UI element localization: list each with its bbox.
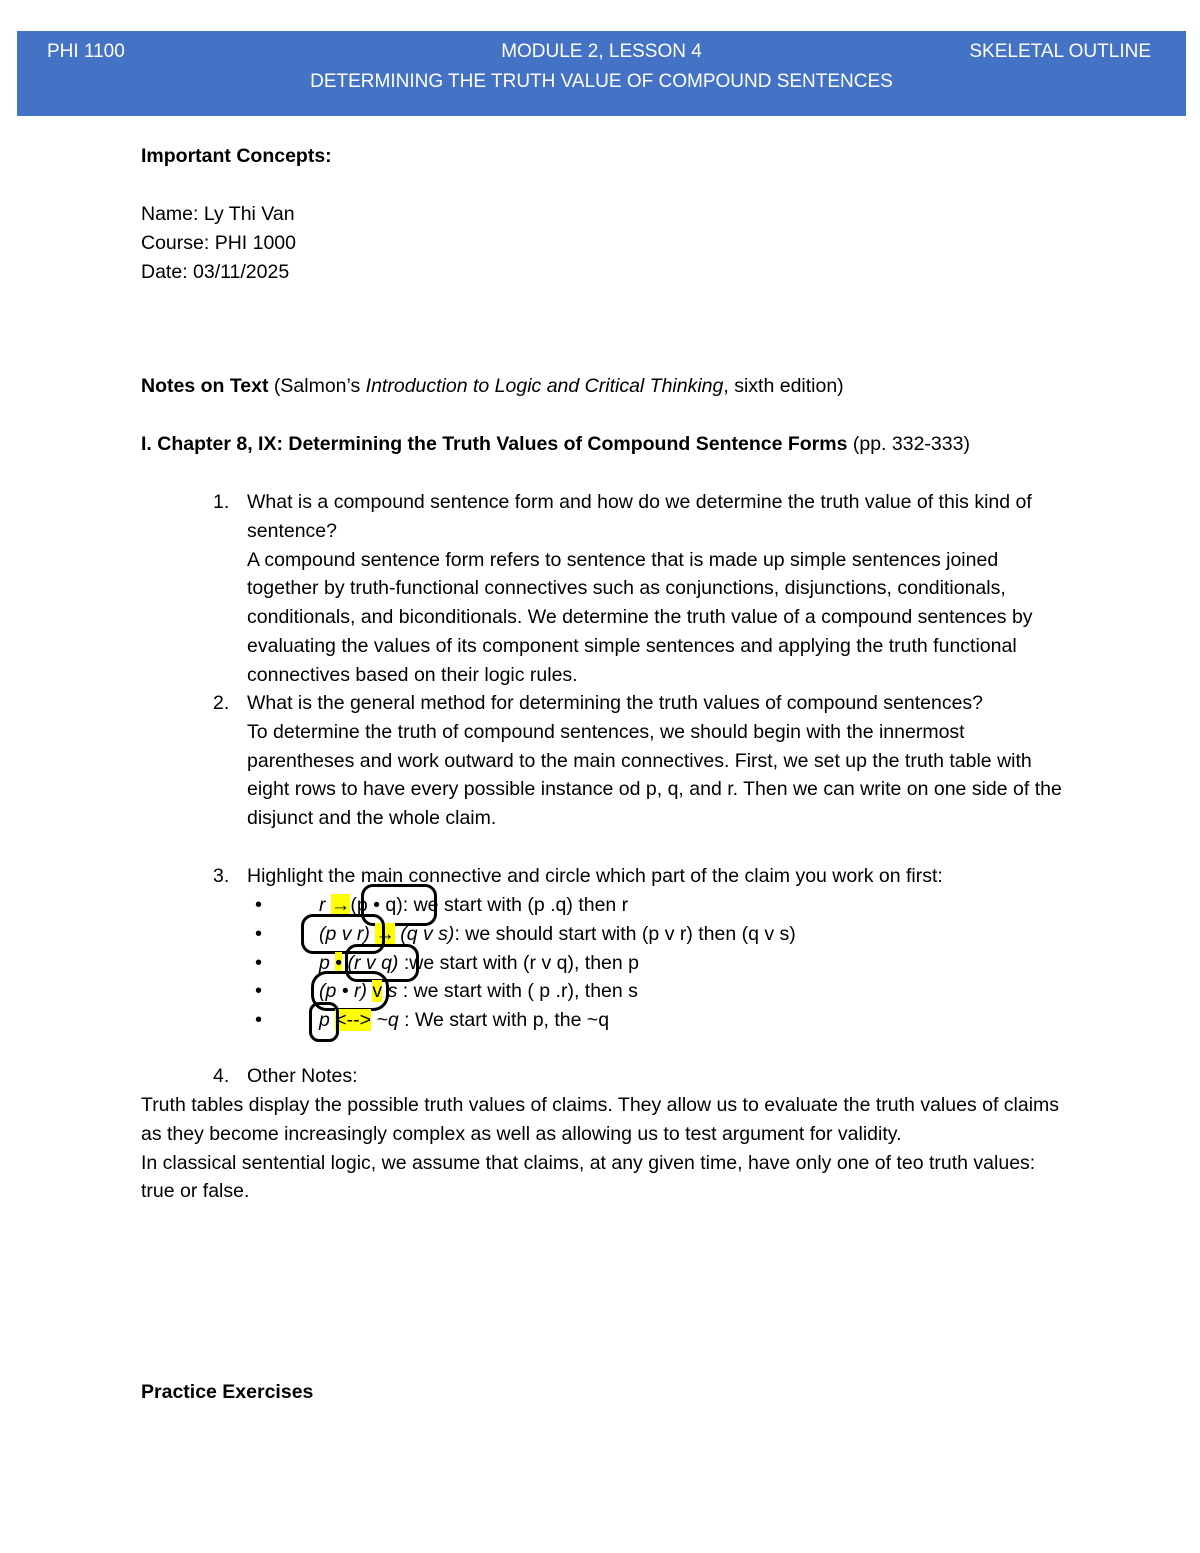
formula-pre: p xyxy=(319,952,336,974)
header-subtitle: DETERMINING THE TRUTH VALUE OF COMPOUND SENTENCES xyxy=(310,71,893,92)
chapter-title: I. Chapter 8, IX: Determining the Truth Values of Compound Sentence Forms xyxy=(141,433,848,455)
notes-heading: Notes on Text xyxy=(141,375,269,397)
header-banner xyxy=(17,31,1186,116)
main-connective: <--> xyxy=(335,1009,372,1031)
bullet-dot: • xyxy=(255,952,263,974)
question-number: 1. xyxy=(213,491,230,513)
main-connective: → xyxy=(330,894,351,916)
practice-heading: Practice Exercises xyxy=(141,1381,314,1403)
formula-post: (q v s) xyxy=(394,923,455,945)
other-notes-item xyxy=(213,1062,1067,1091)
other-notes-paragraph: Truth tables display the possible truth values of claims. They allow us to evaluate the truth values of claims as they become increasingly complex as well as allowing us to test argument for validity. xyxy=(141,1094,1060,1145)
question-number: 4. xyxy=(213,1065,230,1087)
formula-pre: (p v r) xyxy=(319,923,376,945)
student-name: Name: Ly Thi Van xyxy=(141,203,295,225)
question-text: What is a compound sentence form and how do we determine the truth value of this kind of sentence? xyxy=(247,491,1032,542)
bullet-dot: • xyxy=(255,923,263,945)
question-text: Highlight the main connective and circle which part of the claim you work on first: xyxy=(247,865,943,887)
notes-source-open: (Salmon’s xyxy=(268,375,366,397)
bullet-item xyxy=(255,1006,610,1034)
bullet-note: : we start with (p .q) then r xyxy=(402,894,629,916)
chapter-line xyxy=(141,430,970,459)
question-item xyxy=(213,488,1067,690)
main-connective: → xyxy=(375,923,395,945)
course-code: PHI 1100 xyxy=(47,41,125,62)
formula-pre: p xyxy=(319,1009,336,1031)
question-number: 2. xyxy=(213,692,230,714)
bullet-dot: • xyxy=(255,980,263,1002)
student-course: Course: PHI 1000 xyxy=(141,232,297,254)
answer-text: To determine the truth of compound sentences, we should begin with the innermost parentheses and work outward to the main connectives. First, we set up the truth table with eight rows to have every possible instance od p, q, and r. Then we can write on one side of the disjunct and the whole claim. xyxy=(247,720,1062,830)
formula-post: ~q xyxy=(371,1009,399,1031)
bullet-note: :we start with (r v q), then p xyxy=(403,952,640,974)
other-notes-paragraph: In classical sentential logic, we assume that claims, at any given time, have only one of teo truth values: true or false. xyxy=(141,1151,1036,1203)
book-title: Introduction to Logic and Critical Thinking xyxy=(365,375,724,397)
other-notes-body xyxy=(141,1091,1061,1206)
formula-pre: (p • r) xyxy=(319,980,373,1002)
hand-drawn-circle xyxy=(309,1002,339,1042)
bullet-dot: • xyxy=(255,894,263,916)
other-notes-heading: Other Notes: xyxy=(247,1065,358,1087)
concepts-heading: Important Concepts: xyxy=(141,145,332,167)
main-connective: • xyxy=(335,952,343,974)
formula-post: (p • q) xyxy=(350,894,403,916)
formula-pre: r xyxy=(319,894,331,916)
question-item xyxy=(213,689,1067,833)
outline-type: SKELETAL OUTLINE xyxy=(969,41,1151,62)
student-date: Date: 03/11/2025 xyxy=(141,261,290,283)
module-label: MODULE 2, LESSON 4 xyxy=(501,41,702,62)
formula-post: s xyxy=(382,980,398,1002)
bullet-item xyxy=(255,977,638,1005)
question-number: 3. xyxy=(213,865,230,887)
bullet-note: : we start with ( p .r), then s xyxy=(397,980,638,1002)
chapter-pages: (pp. 332-333) xyxy=(847,433,970,455)
bullet-note: : we should start with (p v r) then (q v s) xyxy=(454,923,796,945)
answer-text: A compound sentence form refers to sentence that is made up simple sentences joined together by truth-functional connectives such as conjunctions, disjunctions, conditionals, conditionals, and biconditionals. We determine the truth value of a compound sentences by evaluating the values of its component simple sentences and applying the truth functional connectives based on their logic rules. xyxy=(247,548,1033,686)
question-text: What is the general method for determining the truth values of compound sentences? xyxy=(247,692,984,714)
notes-source-close: , sixth edition) xyxy=(723,375,844,397)
formula-post: (r v q) xyxy=(342,952,404,974)
main-connective: v xyxy=(372,980,383,1002)
bullet-note: : We start with p, the ~q xyxy=(398,1009,610,1031)
bullet-dot: • xyxy=(255,1009,263,1031)
notes-line xyxy=(141,372,844,401)
